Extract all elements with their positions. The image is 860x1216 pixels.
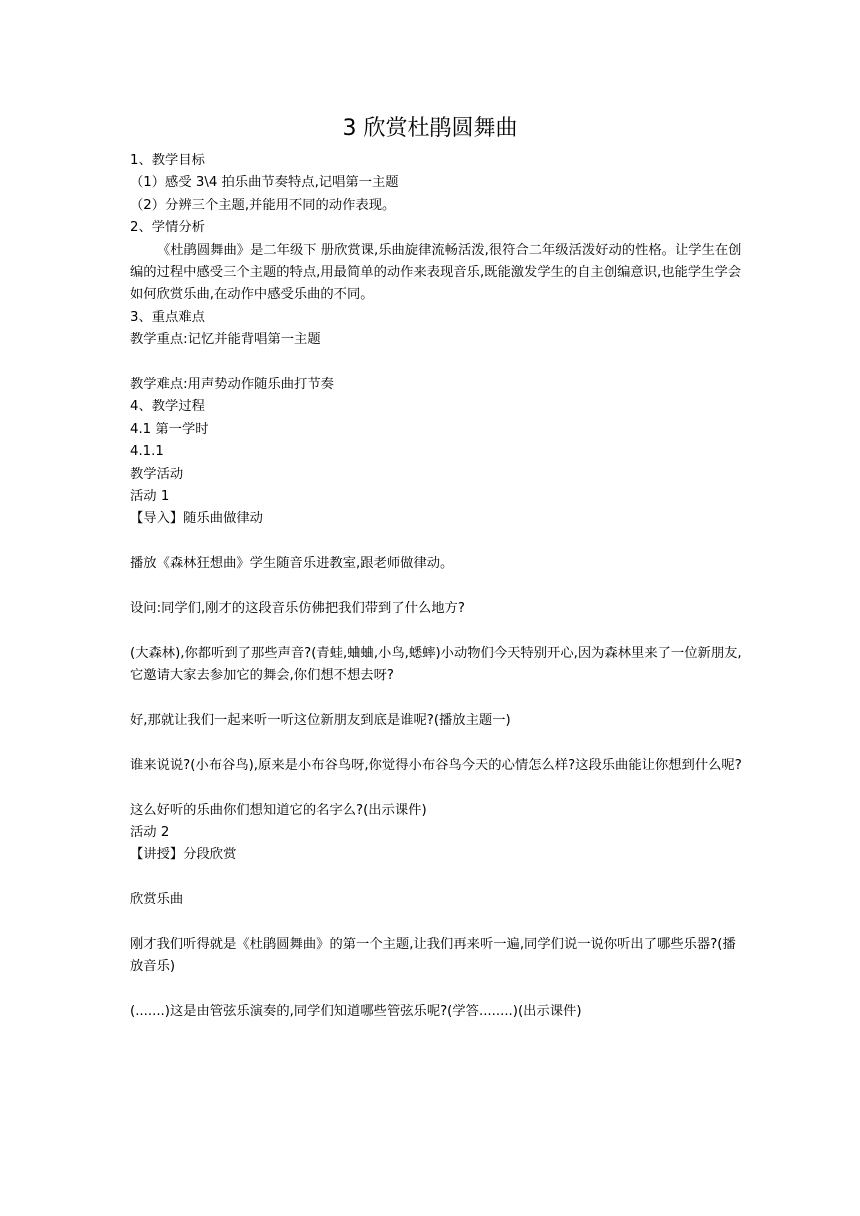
paragraph-1: 播放《森林狂想曲》学生随音乐进教室,跟老师做律动。 [130,556,454,572]
blank-line [130,688,742,710]
blank-line [130,979,742,1001]
blank-line [130,576,742,598]
teaching-activities-label: 教学活动 [130,466,184,482]
paragraph-6: 这么好听的乐曲你们想知道它的名字么?(出示课件) [130,802,427,818]
subsection-number: 4.1.1 [130,444,164,460]
paragraph-4: 好,那就让我们一起来听一听这位新朋友到底是谁呢?(播放主题一) [130,713,511,729]
blank-line [130,531,742,553]
blank-line [130,912,742,934]
section-heading-process: 4、教学过程 [130,399,205,415]
paragraph-8: 刚才我们听得就是《杜鹃圆舞曲》的第一个主题,让我们再来听一遍,同学们说一说你听出了哪些乐器?(播放音乐) [130,937,736,975]
paragraph-7: 欣赏乐曲 [130,892,184,908]
blank-line [130,620,742,642]
blank-line [130,352,742,374]
section-heading-key-points: 3、重点难点 [130,309,205,325]
paragraph-2: 设问:同学们,刚才的这段音乐仿佛把我们带到了什么地方? [130,601,465,617]
blank-line [130,732,742,754]
activity-2-title: 【讲授】分段欣赏 [130,847,237,863]
activity-1-title: 【导入】随乐曲做律动 [130,511,263,527]
paragraph-3: (大森林),你都听到了那些声音?(青蛙,蛐蛐,小鸟,蟋蟀)小动物们今天特别开心,因为森林里来了一位新朋友,它邀请大家去参加它的舞会,你们想不想去呀? [130,645,742,684]
section-heading-analysis: 2、学情分析 [130,220,205,236]
paragraph-5: 谁来说说?(小布谷鸟),原来是小布谷鸟呀,你觉得小布谷鸟今天的心情怎么样?这段乐曲能让你想到什么呢? [130,757,742,773]
key-point-text: 教学重点:记忆并能背唱第一主题 [130,332,321,348]
difficult-point-text: 教学难点:用声势动作随乐曲打节奏 [130,377,334,393]
document-title: 3 欣赏杜鹃圆舞曲 [342,116,518,141]
paragraph-9: (.......)这是由管弦乐演奏的,同学们知道哪些管弦乐呢?(学答........)(出示课件) [130,1004,582,1020]
section-heading-objectives: 1、教学目标 [130,153,205,168]
document-body [130,150,742,1024]
blank-line [130,867,742,889]
activity-1-label: 活动 1 [130,489,170,505]
analysis-paragraph: 《杜鹃圆舞曲》是二年级下 册欣赏课,乐曲旋律流畅活泼,很符合二年级活泼好动的性格。让学生在创编的过程中感受三个主题的特点,用最简单的动作来表现音乐,既能激发学生的自主创编意识,也能学生学会如何欣赏乐曲,在动作中感受乐曲的不同。 [130,242,742,303]
blank-line [130,777,742,799]
objective-item-1: （1）感受 3\4 拍乐曲节奏特点,记唱第一主题 [130,175,399,191]
objective-item-2: （2）分辨三个主题,并能用不同的动作表现。 [130,197,396,213]
subsection-first-lesson: 4.1 第一学时 [130,421,209,437]
activity-2-label: 活动 2 [130,825,170,841]
